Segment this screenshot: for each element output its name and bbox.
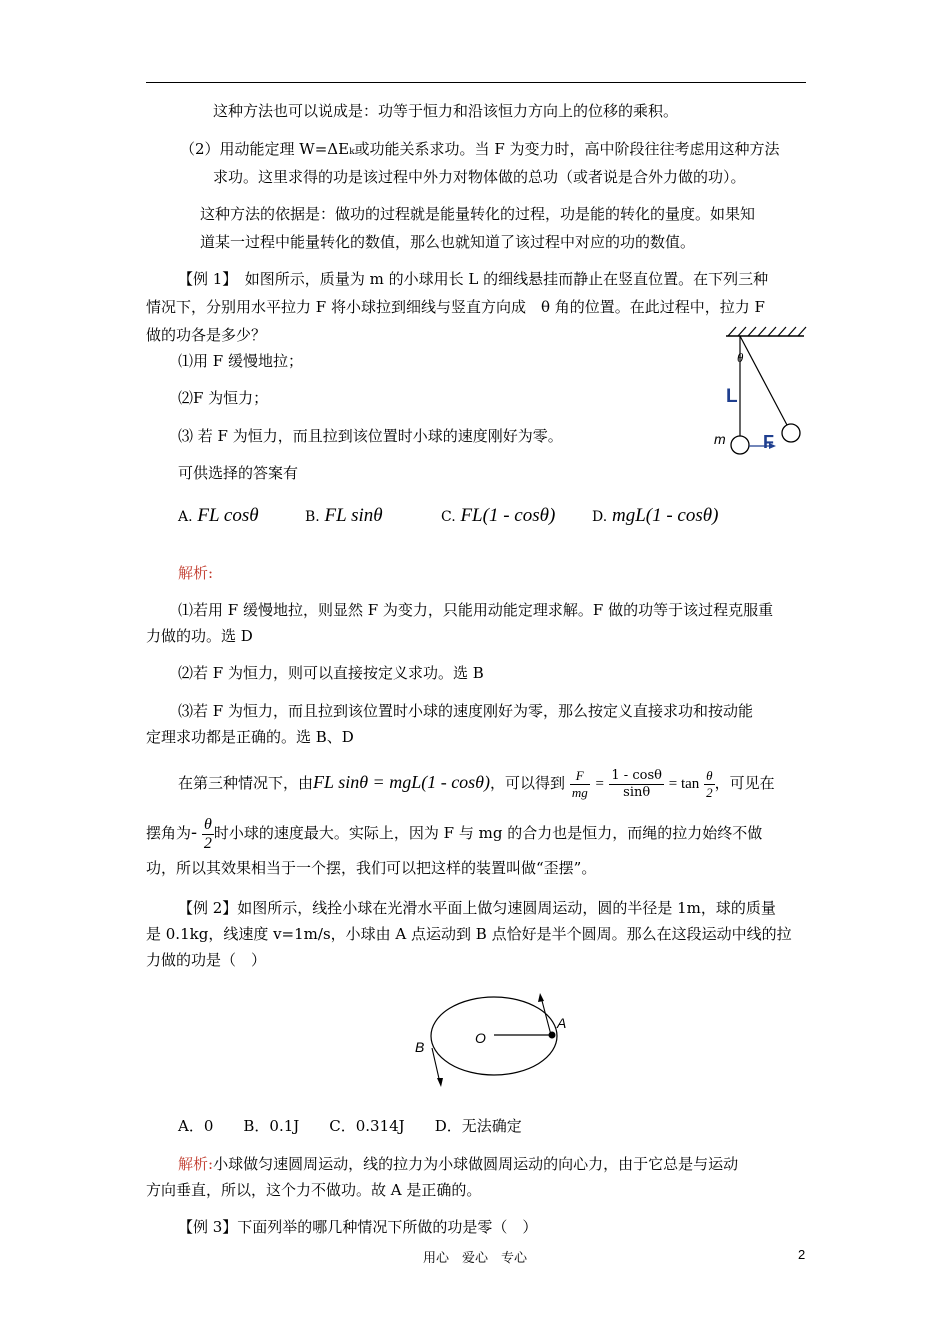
mass-label: m [714,431,726,447]
fraction-f-mg: $\frac{F}{mg}$ [571,767,588,800]
text-line: （2）用动能定理 W=ΔEₖ或功能关系求功。当 F 为变力时，高中阶段往往考虑用这种方法 [180,140,780,158]
fraction-theta-2: $\frac{\theta}{2}$ [706,767,713,800]
example1-question: 做的功各是多少？ [146,326,267,344]
pendulum-figure [710,326,820,466]
example1-choices-intro: 可供选择的答案有 [178,464,299,482]
option-expr: mgL(1 - cosθ) [611,505,719,526]
eq-sign: = [594,776,605,792]
ball-initial [731,436,749,454]
analysis-label: 解析: [178,1155,214,1173]
option-d [592,505,718,527]
example1-case: ⑶ 若 F 为恒力，而且拉到该位置时小球的速度刚好为零。 [178,427,563,445]
option-expr: FL sinθ [324,505,383,526]
text-line: 这种方法的依据是：做功的过程就是能量转化的过程，功是能的转化的量度。如果知 [200,205,756,223]
minus-sign: - [191,822,198,843]
example2-question: 是 0.1kg，线速度 v=1m/s，小球由 A 点运动到 B 点恰好是半个圆周。那么在这段运动中线的拉 [146,925,792,943]
example1-case: ⑴用 F 缓慢地拉； [178,352,303,370]
option-expr: FL(1 - cosθ) [460,505,556,526]
ball-final [782,424,800,442]
fraction-cos-sin: $\frac{1 - \cos\theta}{\sin\theta}$ [611,767,662,800]
length-label: L [726,386,738,407]
example1-case: ⑵F 为恒力； [178,389,269,407]
option-label: A. [178,509,193,525]
option-c [441,505,555,527]
angle-text: 摆角为 [146,824,192,842]
option-label: C. [441,509,456,525]
analysis-line: 定理求功都是正确的。选 B、D [146,728,354,746]
footer-text: 用心 爱心 专心 [422,1251,527,1266]
velocity-a-head [538,993,544,1002]
text-line: 这种方法也可以说成是：功等于恒力和沿该恒力方向上的位移的乘积。 [213,102,679,120]
force-label: F [763,432,774,452]
option-a [178,505,259,527]
analysis-line: 功，所以其效果相当于一个摆，我们可以把这样的装置叫做“歪摆”。 [146,859,597,877]
velocity-a [541,997,551,1035]
velocity-b [432,1048,440,1083]
eq-text: 在第三种情况下，由 [178,774,314,792]
point-a [549,1032,556,1039]
example2-question: 力做的功是（ ） [146,951,267,969]
circular-motion-figure [405,988,595,1088]
center-label: O [475,1030,486,1046]
deflected-string [740,336,787,425]
analysis-line: ⑴若用 F 缓慢地拉，则显然 F 为变力，只能用动能定理求解。F 做的功等于该过程克服重 [178,601,774,619]
eq-text: ，可以得到 [490,774,566,792]
page-number: 2 [798,1247,806,1262]
example1-question: 【例 1】 如图所示，质量为 m 的小球用长 L 的细线悬挂而静止在竖直位置。在下列三种 [178,270,769,288]
equation-line [178,762,775,802]
velocity-b-head [437,1078,443,1087]
eq-expr: FL sinθ = mgL(1 - cosθ) [313,772,491,792]
example2-question: 【例 2】如图所示，线拴小球在光滑水平面上做匀速圆周运动，圆的半径是 1m，球的质量 [178,899,776,917]
ceiling-hatch [728,327,806,336]
example2-options: A．0 B．0.1J C．0.314J D．无法确定 [178,1117,522,1135]
text-line: 道某一过程中能量转化的数值，那么也就知道了该过程中对应的功的数值。 [200,233,696,251]
eq-tan: = tan [668,776,700,792]
eq-text: ，可见在 [714,774,775,792]
orbit-ellipse [431,997,557,1075]
option-label: D. [592,509,608,525]
analysis-line: 力做的功。选 D [146,627,253,645]
example3-question: 【例 3】下面列举的哪几种情况下所做的功是零（ ） [178,1218,538,1236]
angle-text: 时小球的速度最大。实际上，因为 F 与 mg 的合力也是恒力，而绳的拉力始终不做 [213,824,763,842]
analysis-line: ⑶若 F 为恒力，而且拉到该位置时小球的速度刚好为零，那么按定义直接求功和按动能 [178,702,753,720]
theta-label: θ [737,350,744,365]
angle-line [146,812,762,854]
a-label: A [557,1015,567,1031]
option-b [305,505,383,527]
option-label: B. [305,509,320,525]
fraction-theta-half: $\frac{\theta}{2}$ [203,815,212,852]
example1-question: 情况下，分别用水平拉力 F 将小球拉到细线与竖直方向成 θ 角的位置。在此过程中，拉力 F [146,298,765,316]
analysis-label: 解析: [178,564,214,582]
analysis-line: ⑵若 F 为恒力，则可以直接按定义求功。选 B [178,664,484,682]
analysis-line: 方向垂直，所以，这个力不做功。故 A 是正确的。 [146,1181,482,1199]
text-line: 求功。这里求得的功是该过程中外力对物体做的总功（或者说是合外力做的功）。 [213,168,746,186]
b-label: B [415,1039,425,1055]
header-rule [146,82,806,83]
analysis-text: 小球做匀速圆周运动，线的拉力为小球做圆周运动的向心力，由于它总是与运动 [213,1155,739,1173]
option-expr: FL cosθ [197,505,259,526]
